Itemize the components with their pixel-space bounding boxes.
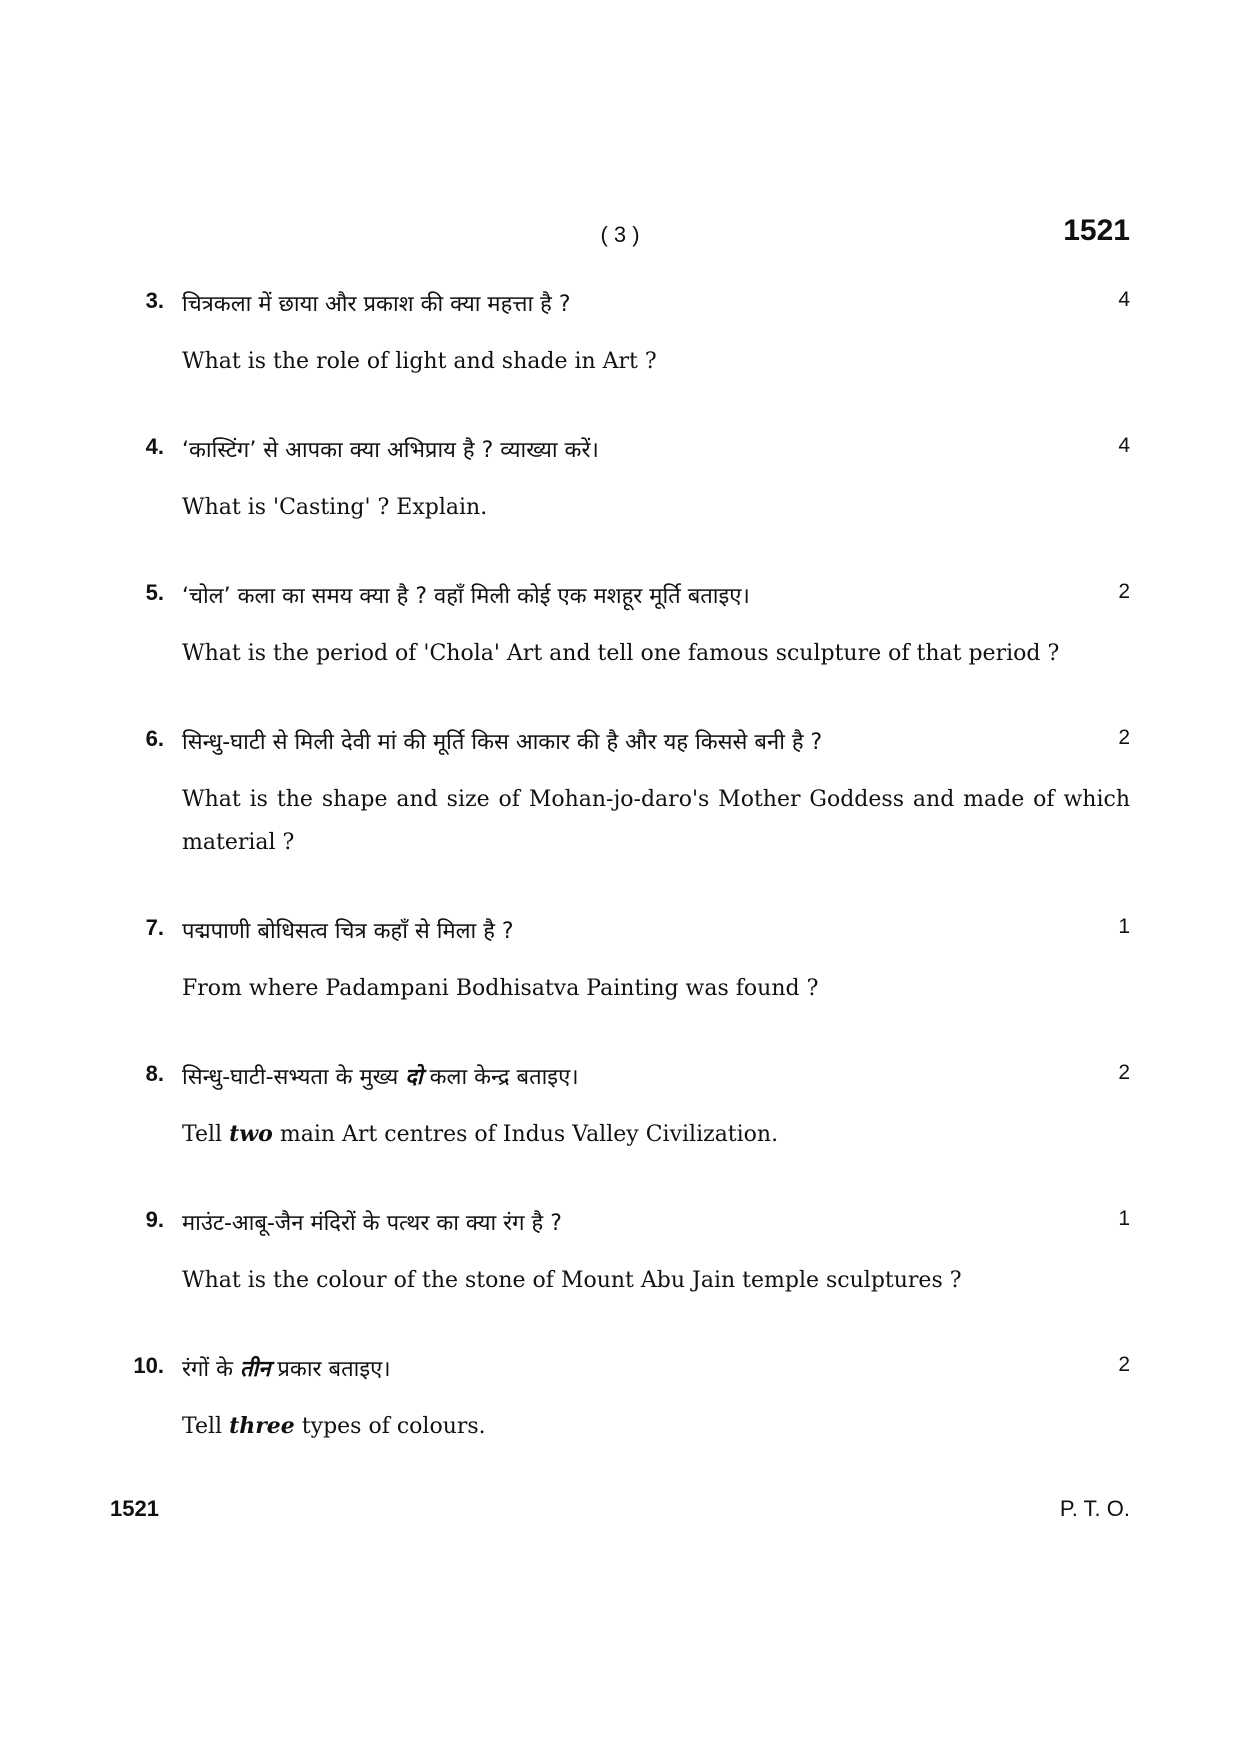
hindi-emphasis: तीन xyxy=(239,1357,271,1382)
hindi-text-before: रंगों के xyxy=(182,1357,240,1382)
question-english-text xyxy=(182,1405,1130,1448)
question-marks: 2 xyxy=(1118,1061,1130,1084)
question-marks: 2 xyxy=(1118,1353,1130,1376)
question-hindi-text: चित्रकला में छाया और प्रकाश की क्या महत्ता है ? xyxy=(182,292,571,317)
english-text-after: types of colours. xyxy=(294,1414,486,1439)
question-number: 7. xyxy=(145,915,164,940)
question-marks: 4 xyxy=(1118,288,1130,311)
question-number: 8. xyxy=(145,1061,164,1086)
question-english-text: What is 'Casting' ? Explain. xyxy=(182,495,488,520)
please-turn-over: P. T. O. xyxy=(1059,1496,1130,1521)
hindi-text-after: कला केन्द्र बताइए। xyxy=(422,1065,579,1090)
question-hindi-text: सिन्धु-घाटी से मिली देवी मां की मूर्ति किस आकार की है और यह किससे बनी है ? xyxy=(182,730,823,755)
english-emphasis: two xyxy=(229,1121,273,1147)
question-number: 6. xyxy=(145,726,164,751)
question-english-text: From where Padampani Bodhisatva Painting was found ? xyxy=(182,976,819,1001)
question-hindi-text xyxy=(182,1353,391,1383)
question-hindi-text: ‘कास्टिंग’ से आपका क्या अभिप्राय है ? व्याख्या करें। xyxy=(182,438,599,463)
question-number: 9. xyxy=(145,1207,164,1232)
question-number: 5. xyxy=(145,580,164,605)
question-english-text xyxy=(182,1113,1130,1156)
hindi-text-before: सिन्धु-घाटी-सभ्यता के मुख्य xyxy=(182,1065,406,1090)
question-english-text: What is the period of 'Chola' Art and tell one famous sculpture of that period ? xyxy=(182,641,1060,666)
english-text-before: Tell xyxy=(182,1414,230,1439)
page-number: ( 3 ) xyxy=(600,222,640,247)
english-text-before: Tell xyxy=(182,1122,230,1147)
question-marks: 4 xyxy=(1118,434,1130,457)
hindi-text-after: प्रकार बताइए। xyxy=(270,1357,391,1382)
question-marks: 1 xyxy=(1118,1207,1130,1230)
english-text-after: main Art centres of Indus Valley Civilization. xyxy=(272,1122,779,1147)
english-emphasis: three xyxy=(229,1413,295,1439)
question-hindi-text xyxy=(182,1061,579,1091)
question-marks: 2 xyxy=(1118,580,1130,603)
question-marks: 2 xyxy=(1118,726,1130,749)
question-hindi-text: ‘चोल’ कला का समय क्या है ? वहाँ मिली कोई एक मशहूर मूर्ति बताइए। xyxy=(182,584,750,609)
question-marks: 1 xyxy=(1118,915,1130,938)
paper-code-footer: 1521 xyxy=(110,1496,159,1521)
question-english-text: What is the shape and size of Mohan-jo-daro's Mother Goddess and made of which material ? xyxy=(182,787,1130,855)
question-number: 3. xyxy=(145,288,164,313)
hindi-emphasis: दो xyxy=(405,1065,423,1090)
paper-code-header: 1521 xyxy=(1063,214,1130,247)
question-hindi-text: माउंट-आबू-जैन मंदिरों के पत्थर का क्या रंग है ? xyxy=(182,1211,562,1236)
question-english-text: What is the colour of the stone of Mount Abu Jain temple sculptures ? xyxy=(182,1268,962,1293)
question-number: 10. xyxy=(133,1353,164,1378)
question-english-text: What is the role of light and shade in Art ? xyxy=(182,349,657,374)
question-hindi-text: पद्मपाणी बोधिसत्व चित्र कहाँ से मिला है ? xyxy=(182,919,514,944)
question-number: 4. xyxy=(145,434,164,459)
